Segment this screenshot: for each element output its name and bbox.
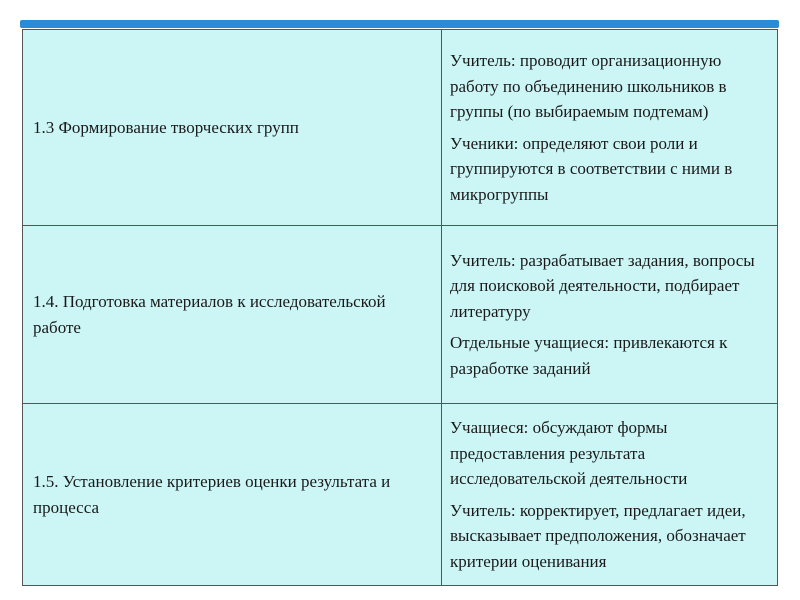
stage-cell bbox=[23, 30, 442, 226]
description-cell bbox=[442, 30, 778, 226]
student-activity: Ученики: определяют свои роли и группируются в соответствии с ними в микрогруппы bbox=[450, 133, 733, 204]
table-row bbox=[23, 226, 778, 404]
stage-label: 1.3 Формирование творческих групп bbox=[33, 117, 299, 137]
student-activity: Отдельные учащиеся: привлекаются к разработке заданий bbox=[450, 333, 728, 378]
table-row bbox=[23, 404, 778, 586]
student-activity: Учащиеся: обсуждают формы предоставления результата исследовательской деятельности bbox=[450, 418, 688, 488]
stage-cell bbox=[23, 226, 442, 404]
top-accent-bar bbox=[20, 20, 779, 28]
description-cell bbox=[442, 404, 778, 586]
table-row bbox=[23, 30, 778, 226]
description-cell bbox=[442, 226, 778, 404]
teacher-activity: Учитель: проводит организационную работу по объединению школьников в группы (по выбираемым подтемам) bbox=[450, 51, 727, 121]
stage-label: 1.5. Установление критериев оценки результата и процесса bbox=[33, 472, 391, 517]
stage-label: 1.4. Подготовка материалов к исследовательской работе bbox=[33, 292, 386, 337]
stages-table bbox=[22, 29, 778, 586]
teacher-activity: Учитель: разрабатывает задания, вопросы для поисковой деятельности, подбирает литературу bbox=[450, 250, 755, 321]
stage-cell bbox=[23, 404, 442, 586]
teacher-activity: Учитель: корректирует, предлагает идеи, высказывает предположения, обозначает критерии оценивания bbox=[450, 500, 746, 571]
